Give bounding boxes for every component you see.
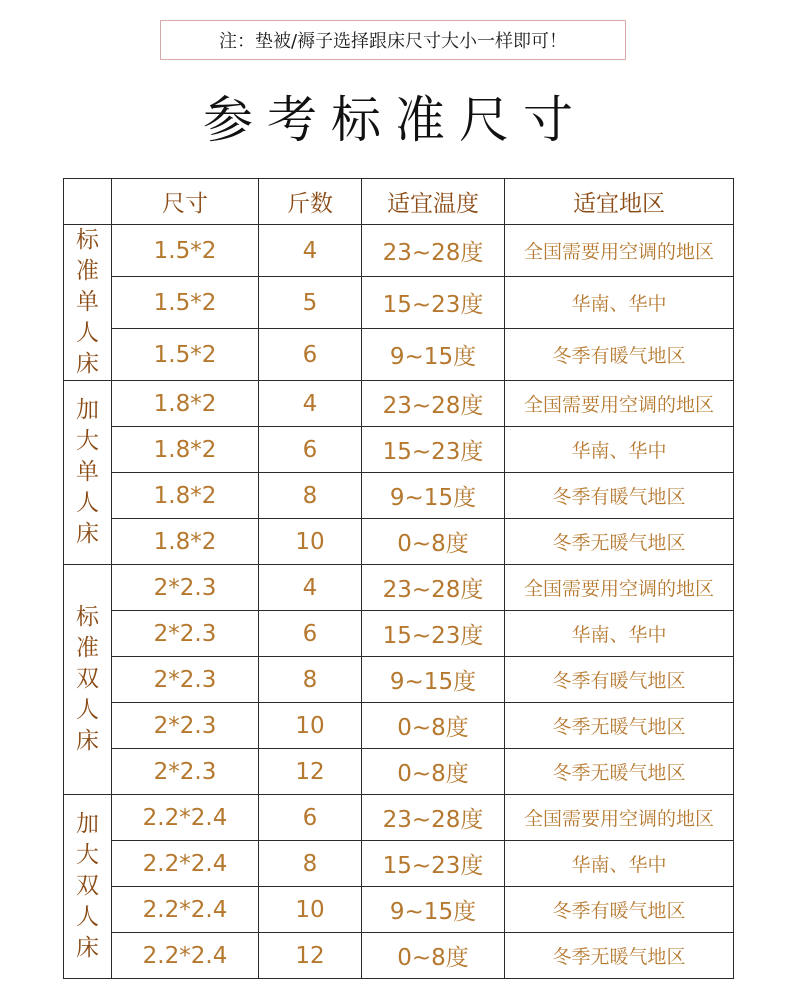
weight-cell: 8	[259, 473, 362, 519]
size-cell: 2*2.3	[112, 611, 259, 657]
size-cell: 2*2.3	[112, 703, 259, 749]
table-row	[64, 611, 734, 657]
region-cell: 华南、华中	[505, 427, 734, 473]
weight-cell: 6	[259, 795, 362, 841]
weight-cell: 10	[259, 887, 362, 933]
table-row	[64, 887, 734, 933]
size-cell: 1.8*2	[112, 381, 259, 427]
table-body	[64, 225, 734, 979]
temp-cell: 15~23度	[362, 841, 505, 887]
size-cell: 2*2.3	[112, 657, 259, 703]
size-cell: 1.8*2	[112, 427, 259, 473]
temp-cell: 0~8度	[362, 519, 505, 565]
table-row	[64, 749, 734, 795]
weight-cell: 6	[259, 427, 362, 473]
size-cell: 2.2*2.4	[112, 795, 259, 841]
size-cell: 1.5*2	[112, 277, 259, 329]
temp-cell: 23~28度	[362, 381, 505, 427]
temp-cell: 15~23度	[362, 277, 505, 329]
weight-cell: 5	[259, 277, 362, 329]
table-row	[64, 933, 734, 979]
table-row	[64, 657, 734, 703]
header-weight: 斤数	[259, 179, 362, 225]
table-row	[64, 427, 734, 473]
group-label-cell	[64, 795, 112, 979]
size-cell: 2.2*2.4	[112, 841, 259, 887]
header-temp: 适宜温度	[362, 179, 505, 225]
group-label-cell	[64, 381, 112, 565]
region-cell: 冬季无暖气地区	[505, 519, 734, 565]
region-cell: 冬季有暖气地区	[505, 887, 734, 933]
table-row	[64, 519, 734, 565]
header-size: 尺寸	[112, 179, 259, 225]
table-row	[64, 381, 734, 427]
table-row	[64, 329, 734, 381]
temp-cell: 15~23度	[362, 611, 505, 657]
table-row	[64, 841, 734, 887]
temp-cell: 9~15度	[362, 887, 505, 933]
region-cell: 华南、华中	[505, 277, 734, 329]
page-title: 参考标准尺寸	[203, 91, 587, 149]
region-cell: 全国需要用空调的地区	[505, 381, 734, 427]
region-cell: 华南、华中	[505, 841, 734, 887]
group-label: 加大双人床	[76, 811, 99, 961]
table-row	[64, 225, 734, 277]
region-cell: 冬季无暖气地区	[505, 933, 734, 979]
weight-cell: 4	[259, 381, 362, 427]
temp-cell: 23~28度	[362, 795, 505, 841]
table-header-row	[64, 179, 734, 225]
temp-cell: 9~15度	[362, 329, 505, 381]
weight-cell: 6	[259, 329, 362, 381]
size-cell: 1.8*2	[112, 473, 259, 519]
temp-cell: 23~28度	[362, 225, 505, 277]
note-text: 注：垫被/褥子选择跟床尺寸大小一样即可！	[218, 31, 568, 52]
size-cell: 2.2*2.4	[112, 933, 259, 979]
region-cell: 冬季有暖气地区	[505, 657, 734, 703]
group-label-cell	[64, 225, 112, 381]
temp-cell: 0~8度	[362, 749, 505, 795]
weight-cell: 8	[259, 841, 362, 887]
size-cell: 1.5*2	[112, 225, 259, 277]
note-banner	[160, 20, 626, 60]
weight-cell: 12	[259, 933, 362, 979]
table-row	[64, 277, 734, 329]
size-cell: 2*2.3	[112, 749, 259, 795]
weight-cell: 10	[259, 703, 362, 749]
region-cell: 华南、华中	[505, 611, 734, 657]
weight-cell: 4	[259, 565, 362, 611]
size-cell: 2*2.3	[112, 565, 259, 611]
region-cell: 冬季有暖气地区	[505, 473, 734, 519]
size-cell: 1.8*2	[112, 519, 259, 565]
group-label: 加大单人床	[76, 397, 99, 547]
weight-cell: 10	[259, 519, 362, 565]
weight-cell: 6	[259, 611, 362, 657]
table-row	[64, 473, 734, 519]
weight-cell: 12	[259, 749, 362, 795]
region-cell: 冬季无暖气地区	[505, 703, 734, 749]
header-corner	[64, 179, 112, 225]
temp-cell: 0~8度	[362, 933, 505, 979]
region-cell: 冬季无暖气地区	[505, 749, 734, 795]
size-cell: 2.2*2.4	[112, 887, 259, 933]
temp-cell: 15~23度	[362, 427, 505, 473]
temp-cell: 9~15度	[362, 473, 505, 519]
size-table	[63, 178, 734, 979]
weight-cell: 8	[259, 657, 362, 703]
region-cell: 全国需要用空调的地区	[505, 225, 734, 277]
region-cell: 全国需要用空调的地区	[505, 795, 734, 841]
size-cell: 1.5*2	[112, 329, 259, 381]
table-row	[64, 795, 734, 841]
table-row	[64, 565, 734, 611]
region-cell: 全国需要用空调的地区	[505, 565, 734, 611]
group-label-cell	[64, 565, 112, 795]
group-label: 标准单人床	[76, 227, 99, 377]
weight-cell: 4	[259, 225, 362, 277]
table-row	[64, 703, 734, 749]
region-cell: 冬季有暖气地区	[505, 329, 734, 381]
temp-cell: 23~28度	[362, 565, 505, 611]
temp-cell: 0~8度	[362, 703, 505, 749]
header-region: 适宜地区	[505, 179, 734, 225]
temp-cell: 9~15度	[362, 657, 505, 703]
group-label: 标准双人床	[76, 604, 99, 754]
